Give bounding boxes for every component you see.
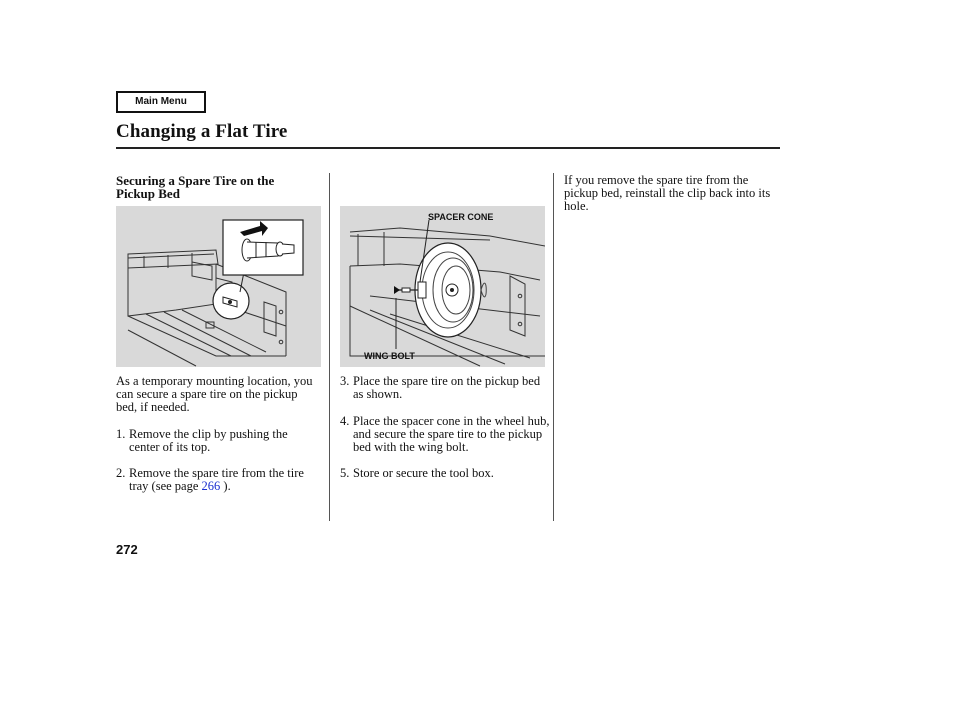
intro-paragraph: As a temporary mounting location, you can secure a spare tire on the pickup bed, if needed. bbox=[116, 374, 313, 414]
page-title: Changing a Flat Tire bbox=[116, 121, 288, 142]
pickup-bed-clip-illustration bbox=[116, 206, 321, 367]
step-number: 1. bbox=[116, 427, 126, 441]
step-5 bbox=[340, 467, 550, 480]
step-text: Place the spacer cone in the wheel hub, and secure the spare tire to the pickup bed with the wing bolt. bbox=[353, 414, 550, 454]
spacer-cone-label: SPACER CONE bbox=[428, 212, 494, 222]
title-divider bbox=[116, 147, 780, 149]
step-3 bbox=[340, 375, 550, 401]
figure-spare-tire-mount bbox=[340, 206, 545, 367]
step-text bbox=[116, 467, 321, 493]
step-number: 4. bbox=[340, 414, 350, 428]
column-divider-1 bbox=[329, 173, 330, 521]
step-4 bbox=[340, 415, 550, 454]
section-heading: Securing a Spare Tire on the Pickup Bed bbox=[116, 173, 275, 201]
step-text-before: Remove the spare tire from the tire tray (see page bbox=[129, 466, 304, 493]
step-number: 3. bbox=[340, 374, 350, 388]
main-menu-button[interactable]: Main Menu bbox=[116, 91, 206, 113]
page-reference-link[interactable]: 266 bbox=[201, 479, 221, 493]
step-text: Place the spare tire on the pickup bed as shown. bbox=[353, 374, 541, 401]
page-number: 272 bbox=[116, 542, 138, 557]
figure-clip-removal bbox=[116, 206, 321, 367]
step-text: Store or secure the tool box. bbox=[353, 466, 494, 480]
step-1 bbox=[116, 428, 321, 454]
column-divider-2 bbox=[553, 173, 554, 521]
step-2 bbox=[116, 467, 321, 493]
step-text-after: ). bbox=[220, 479, 231, 493]
step-text: Remove the clip by pushing the center of its top. bbox=[129, 427, 288, 454]
wing-bolt-label: WING BOLT bbox=[364, 351, 415, 361]
step-number: 2. bbox=[116, 466, 126, 480]
reinstall-clip-note: If you remove the spare tire from the pickup bed, reinstall the clip back into its hole. bbox=[564, 173, 771, 213]
step-number: 5. bbox=[340, 466, 350, 480]
spare-tire-illustration bbox=[340, 206, 545, 367]
